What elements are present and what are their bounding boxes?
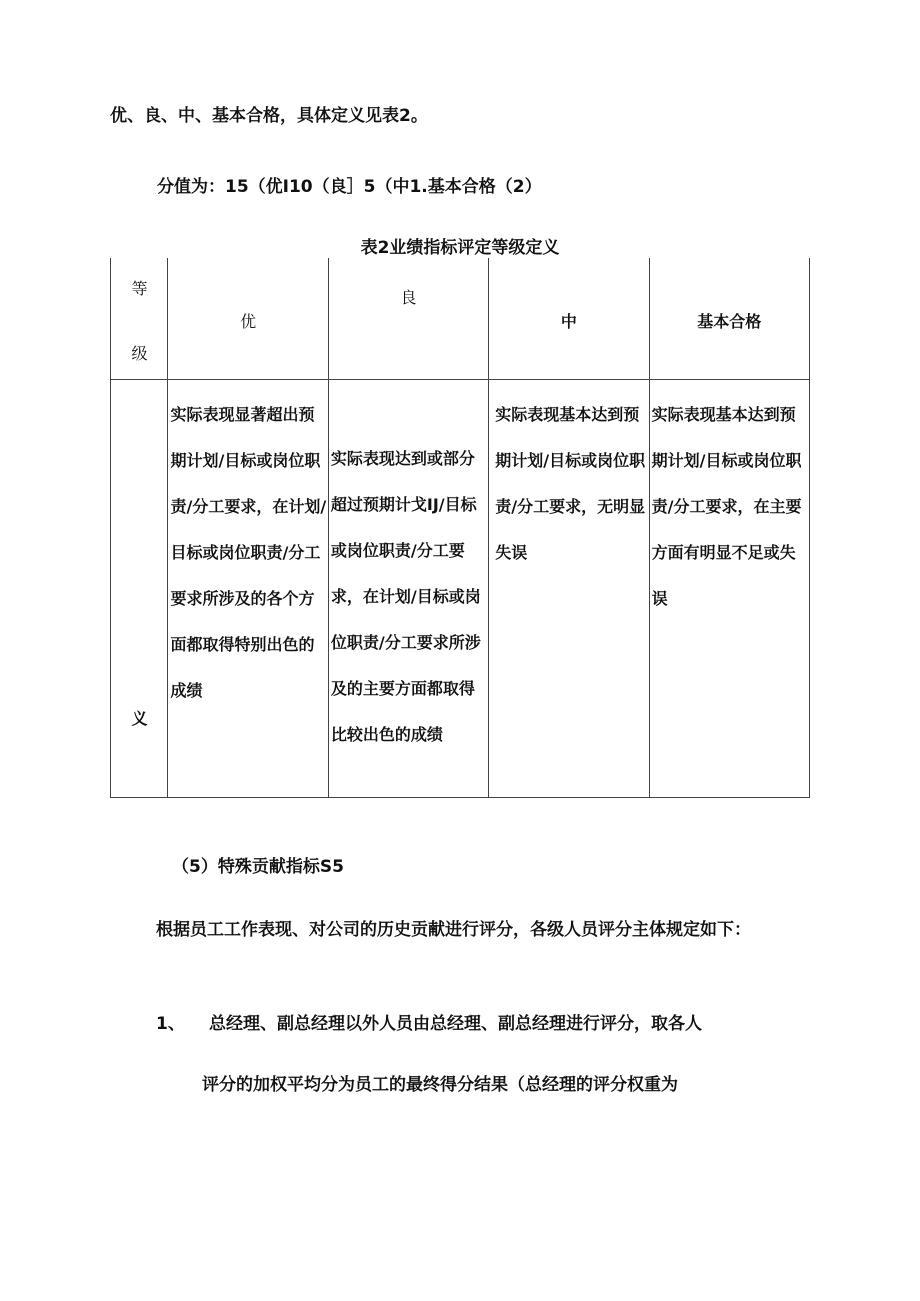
table-definition-row xyxy=(111,380,810,798)
score-paragraph: 分值为：15（优I10（良］5（中1.基本合格（2） xyxy=(157,177,542,197)
header-good-cell xyxy=(328,258,488,380)
header-medium-cell xyxy=(489,258,649,380)
header-pass-cell xyxy=(649,258,809,380)
header-excellent: 优 xyxy=(240,312,257,331)
definition-good: 实际表现达到或部分超过预期计戈IJ/目标或岗位职责/分工要求，在计划/目标或岗位职责/分工要求所涉及的主要方面都取得比较出色的成绩 xyxy=(330,449,481,744)
definition-excellent: 实际表现显著超出预期计划/目标或岗位职责/分工要求，在计划/目标或岗位职责/分工要求所涉及的各个方面都取得特别出色的成绩 xyxy=(170,405,327,700)
definition-medium: 实际表现基本达到预期计划/目标或岗位职责/分工要求，无明显失误 xyxy=(495,405,646,562)
header-good: 良 xyxy=(400,288,417,307)
definition-medium-cell xyxy=(489,380,649,798)
header-pass: 基本合格 xyxy=(697,312,762,331)
grade-definition-table xyxy=(110,258,810,798)
table-caption: 表2业绩指标评定等级定义 xyxy=(360,238,560,258)
definition-label-cell xyxy=(111,380,168,798)
definition-label: 义 xyxy=(131,709,148,728)
special-contribution-heading: （5）特殊贡献指标S5 xyxy=(172,857,344,877)
definition-pass: 实际表现基本达到预期计划/目标或岗位职责/分工要求，在主要方面有明显不足或失误 xyxy=(651,405,802,608)
header-medium: 中 xyxy=(560,312,577,331)
header-excellent-cell xyxy=(168,258,328,380)
grade-label-cell xyxy=(111,258,168,380)
definition-pass-cell xyxy=(649,380,809,798)
grade-label-bottom: 级 xyxy=(131,344,148,363)
definition-good-cell xyxy=(328,380,488,798)
table-header-row xyxy=(111,258,810,380)
list-item-text: 总经理、副总经理以外人员由总经理、副总经理进行评分，取各人 xyxy=(209,1014,702,1034)
basis-paragraph: 根据员工工作表现、对公司的历史贡献进行评分，各级人员评分主体规定如下： xyxy=(156,920,751,940)
grade-label-top: 等 xyxy=(131,279,148,298)
list-item-continuation: 评分的加权平均分为员工的最终得分结果（总经理的评分权重为 xyxy=(202,1075,678,1095)
list-item-number: 1、 xyxy=(156,1014,185,1034)
intro-paragraph: 优、良、中、基本合格，具体定义见表2。 xyxy=(110,106,428,126)
definition-excellent-cell xyxy=(168,380,328,798)
